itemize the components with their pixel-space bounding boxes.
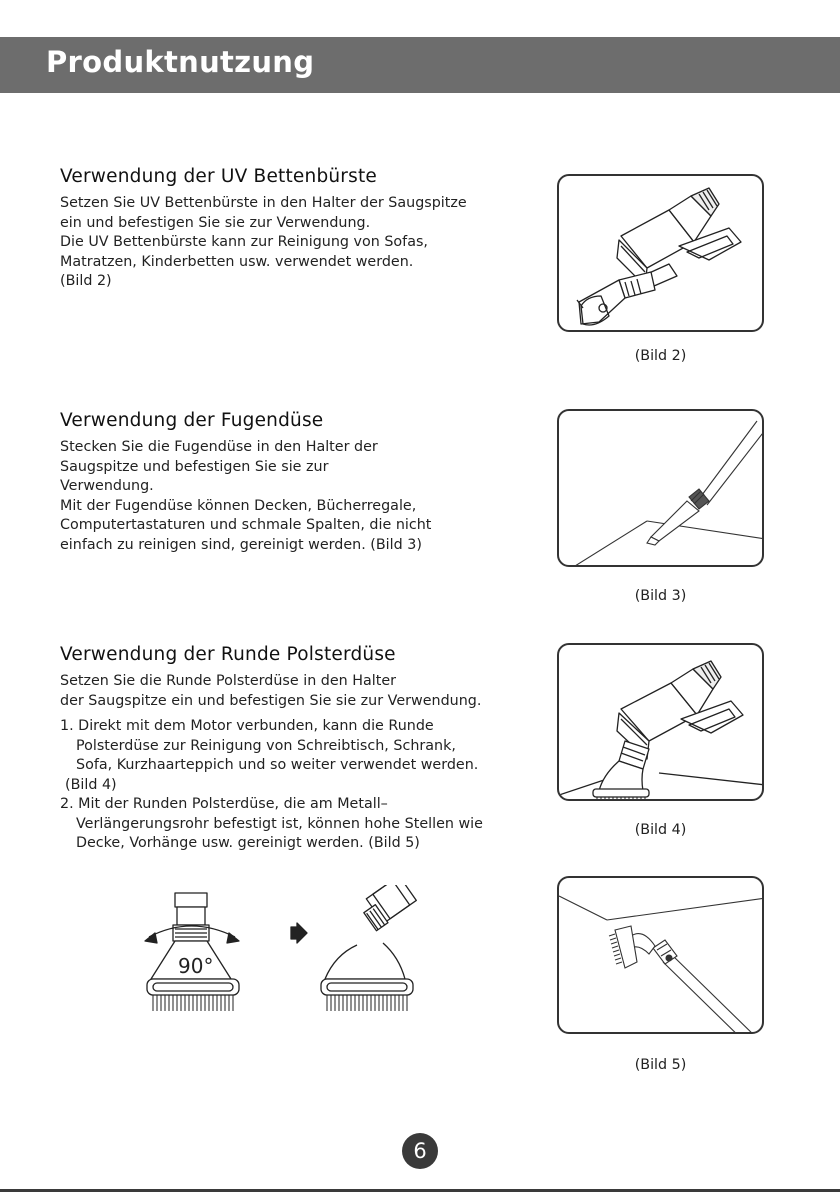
figure-caption: (Bild 4) [634,822,687,838]
figure-bild-2 [557,174,764,332]
round-brush-rotation-diagram [135,885,465,1035]
text-line: Die UV Bettenbürste kann zur Reinigung von Sofas, [60,234,428,250]
text-line: Mit der Fugendüse können Decken, Bücherregale, [60,497,417,514]
list-item: Verlängerungsrohr befestigt ist, können hohe Stellen wie [76,815,483,832]
page-title: Produktnutzung [46,45,315,79]
section-text [60,438,520,555]
rotation-illustration [135,885,465,1039]
list-item: 2. Mit der Runden Polsterdüse, die am Metall– [60,796,388,812]
vacuum-uv-brush-illustration [559,176,764,332]
text-line: Setzen Sie UV Bettenbürste in den Halter der Saugspitze [60,195,467,211]
list-item: Decke, Vorhänge usw. gereinigt werden. (Bild 5) [76,835,420,851]
text-line: der Saugspitze ein und befestigen Sie sie zur Verwendung. [60,692,482,709]
figure-bild-5 [557,876,764,1034]
header-bar [0,37,840,93]
usage-list [60,717,520,854]
figure-caption: (Bild 2) [634,348,687,364]
section-uv-brush [60,166,520,292]
text-line: Verwendung. [60,478,154,494]
section-round-brush [60,644,520,854]
rotation-angle-label: 90° [178,954,214,978]
figure-bild-4 [557,643,764,801]
section-crevice-tool [60,410,520,555]
section-text [60,194,520,292]
crevice-tool-illustration [559,411,764,567]
figure-bild-3 [557,409,764,567]
list-item: 1. Direkt mit dem Motor verbunden, kann die Runde [60,718,434,734]
text-line: Saugspitze und befestigen Sie sie zur [60,458,329,475]
round-brush-on-tube-illustration [559,878,764,1034]
text-line: ein und befestigen Sie sie zur Verwendung. [60,214,371,231]
section-text [60,672,520,711]
page-number: 6 [402,1133,438,1169]
figure-caption: (Bild 3) [634,588,687,604]
text-line: Matratzen, Kinderbetten usw. verwendet werden. [60,253,414,270]
text-line: Setzen Sie die Runde Polsterdüse in den Halter [60,673,397,689]
list-item: Sofa, Kurzhaarteppich und so weiter verwendet werden. [76,757,479,773]
list-item: Polsterdüse zur Reinigung von Schreibtisch, Schrank, [76,737,456,754]
list-item: (Bild 4) [65,776,117,793]
section-title: Verwendung der Runde Polsterdüse [60,644,396,665]
section-title: Verwendung der Fugendüse [60,410,324,431]
text-line: einfach zu reinigen sind, gereinigt werden. (Bild 3) [60,536,422,553]
text-line: Stecken Sie die Fugendüse in den Halter der [60,439,378,455]
text-line: (Bild 2) [60,273,112,289]
figure-caption: (Bild 5) [634,1057,687,1073]
vacuum-round-brush-illustration [559,645,764,801]
section-title: Verwendung der UV Bettenbürste [60,166,377,187]
text-line: Computertastaturen und schmale Spalten, die nicht [60,517,432,533]
